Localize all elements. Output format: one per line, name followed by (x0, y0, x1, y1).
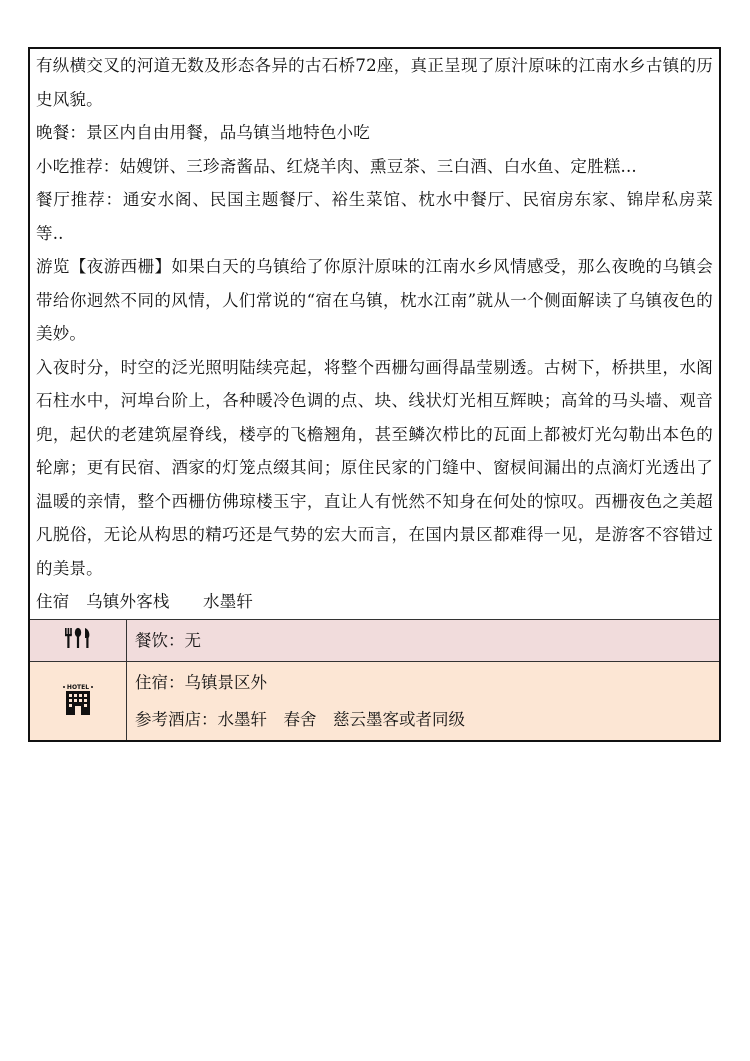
paragraph-night-tour: 游览【夜游西栅】如果白天的乌镇给了你原汁原味的江南水乡风情感受，那么夜晚的乌镇会带给你迥然不同的风情，人们常说的“宿在乌镇，枕水江南”就从一个侧面解读了乌镇夜色的美妙。 (36, 257, 713, 343)
paragraph-water-town: 有纵横交叉的河道无数及形态各异的古石桥72座，真正呈现了原汁原味的江南水乡古镇的历史风貌。 (36, 56, 713, 109)
hotel-icon (61, 682, 95, 720)
hotel-icon-label: HOTEL (66, 683, 90, 691)
paragraph-restaurants: 餐厅推荐：通安水阁、民国主题餐厅、裕生菜馆、枕水中餐厅、民宿房东家、锦岸私房菜等.. (36, 190, 713, 243)
meal-row (30, 619, 719, 661)
hotel-text (127, 662, 719, 740)
meal-icon-cell (30, 620, 127, 661)
itinerary-box (28, 47, 721, 742)
hotel-line-2: 参考酒店：水墨轩 春舍 慈云墨客或者同级 (135, 709, 465, 729)
paragraph-night-scenery: 入夜时分，时空的泛光照明陆续亮起，将整个西栅勾画得晶莹剔透。古树下，桥拱里，水阁石柱水中，河埠台阶上，各种暖冷色调的点、块、线状灯光相互辉映；高耸的马头墙、观音兜，起伏的老建筑屋脊线，楼亭的飞檐翘角，甚至鳞次栉比的瓦面上都被灯光勾勒出本色的轮廓；更有民宿、酒家的灯笼点缀其间；原住民家的门缝中、窗棂间漏出的点滴灯光透出了温暖的亲情，整个西栅仿佛琼楼玉宇，直让人有恍然不知身在何处的惊叹。西栅夜色之美超凡脱俗，无论从构思的精巧还是气势的宏大而言，在国内景区都难得一见，是游客不容错过的美景。 (36, 357, 713, 578)
itinerary-text (30, 49, 719, 619)
paragraph-lodging: 住宿 乌镇外客栈 水墨轩 (36, 592, 254, 611)
meal-text: 餐饮：无 (135, 630, 201, 650)
paragraph-snacks: 小吃推荐：姑嫂饼、三珍斋酱品、红烧羊肉、熏豆茶、三白酒、白水鱼、定胜糕... (36, 156, 637, 176)
hotel-row (30, 661, 719, 740)
hotel-icon-cell (30, 662, 127, 740)
hotel-line-1: 住宿：乌镇景区外 (135, 672, 267, 692)
dining-icon (63, 627, 93, 653)
paragraph-dinner: 晚餐：景区内自由用餐，品乌镇当地特色小吃 (36, 123, 370, 142)
